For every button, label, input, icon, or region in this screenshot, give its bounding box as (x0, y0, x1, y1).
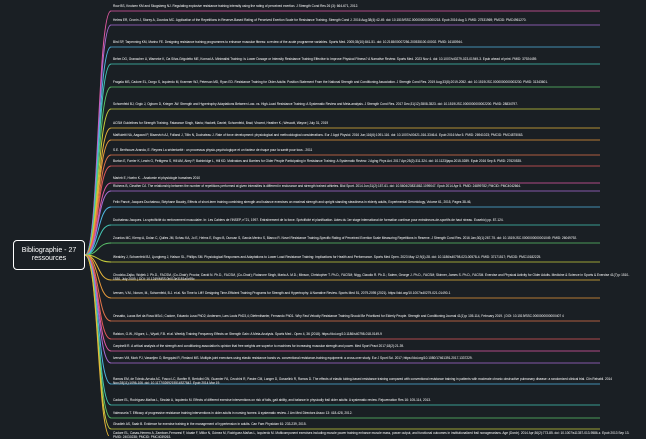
reference-item[interactable]: Iversen VM, Mork PJ, Vasseljen O, Bergquist R, Fimland MS. Multiple-joint exercises using elastic resistance bands vs. conventional resistance-training equipment: a cross-over study. Eur J Sport Sci. 2017; https://doi.org/10.1080/17461391.2017.1337229. (113, 356, 473, 360)
reference-item[interactable]: Felix Pancé, Jacques Duchateau, Stéphane Baudry, Effects of short-term training combining strength and balance exercises on maximal strength and upright standing steadiness in elderly adults, Experimental Gerontology, Volume 61, 2015, Pages 38-46, (113, 200, 472, 204)
reference-item[interactable]: Schoenfeld BJ, Grgic J, Ogborn D, Krieger JW. Strength and Hypertrophy Adaptations Between Low- vs. High-Load Resistance Training: A Systematic Review and Meta-analysis. J Strength Cond Res. 2017 Dec;31(12):3508-3523. doi: 10.1519/JSC.0000000000002200. PMID: 28834797. (113, 102, 518, 106)
reference-item[interactable]: S.E. Berthouze-Aranda, E. Reynes La sédentarité : un processus physio-psychologique et un facteur de risque pour la santé pour tous - 2011 (113, 148, 313, 152)
connector-line (85, 255, 111, 436)
reference-item[interactable]: Row BS, Knutzen KM and Skogsberg NJ. Regulating explosive resistance training intensity using the rating of perceived exertion. J Strength Cond Res 26 (3): 664-671, 2012. (113, 4, 359, 8)
reference-item[interactable]: Marieb E, Hoehn K. - Anatomie et physiologie humaines 2010 (113, 176, 200, 180)
reference-item[interactable]: Cadore EL, Casas-Herrero A, Zambom-Ferraresi F, Idoate F, Millor N, Gómez M, Rodriguez-Mañas L, Izquierdo M. Multicomponent exercises including muscle power training enhance muscle mass, power output, and functional outcomes in institutionalized frail nonagenarians. Age (Dordr). 2014 Apr;36(2):773-85. doi: 10.1007/s11357-013-9586-z. Epub 2013 Sep 13. PMID: 24030238; PMCID: PMC4039263. (113, 431, 630, 439)
reference-item[interactable]: Helms ER, Cronin J, Storey A, Zourdos MC. Application of the Repetitions in Reserve-Based Rating of Perceived Exertion Scale for Resistance Training. Strength Cond J. 2016 Aug;38(4):42-49. doi: 10.1519/SSC.0000000000000218. Epub 2016 Aug 3. PMID: 27531969; PMCID: PMC4961270. (113, 18, 527, 22)
reference-item[interactable]: Zourdos MC, Klemp A, Dolan C, Quiles JM, Schau KA, Jo E, Helms E, Esgro B, Duncan S, Garcia Merino S, Blanco R. Novel Resistance Training-Specific Rating of Perceived Exertion Scale Measuring Repetitions in Reserve. J Strength Cond Res. 2016 Jan;30(1):267-75. doi: 10.1519/JSC.0000000000001049. PMID: 26049792. (113, 236, 578, 240)
reference-item[interactable]: Bird SP, Tarpenning KM, Marino FE. Designing resistance training programmes to enhance muscular fitness: a review of the acute programme variables. Sports Med. 2005;35(10):841-51. doi: 10.2165/00007256-200535100-00002. PMID: 16180944. (113, 40, 463, 44)
reference-item[interactable]: Chodzko-Zajko, Wojtek J. Ph.D., FACSM, (Co-Chair); Proctor, David N. Ph.D., FACSM, (Co-Chair); Fiatarone Singh, Maria A. M.D.; Minson, Christopher T. Ph.D., FACSM; Nigg, Claudio R. Ph.D.; Salem, George J. Ph.D., FACSM; Skinner, James S. Ph.D., FACSM. Exercise and Physical Activity for Older Adults. Medicine & Science in Sports & Exercise 41(7):p 1510-1530, July 2009. | DOI: 10.1249/MSS.0b013e3181a0c95c (113, 273, 630, 281)
reference-item[interactable]: Iversen, V.M., Norum, M., Schoenfeld, B.J. et al. No Time to Lift? Designing Time-Efficient Training Programs for Strength and Hypertrophy: A Narrative Review. Sports Med 51, 2079-2095 (2021). https://doi.org/10.1007/s40279-021-01490-1 (113, 291, 451, 295)
reference-item[interactable]: Maffiuletti NA, Aagaard P, Blazevich AJ, Folland J, Tillin N, Duchateau J. Rate of force development: physiological and methodological considerations. Eur J Appl Physiol. 2016 Jun;116(6):1091-116. doi: 10.1007/s00421-016-3346-6. Epub 2016 Mar 5. PMID: 26941023; PMCID: PMC4875063. (113, 133, 524, 137)
reference-item[interactable]: Ramos EM, de Toledo-Arruda AC, Fosco LC, Bonfim R, Bertolini GN, Guarnier FA, Cecchini R, Pastre CM, Langer D, Gosselink R, Ramos D. The effects of elastic tubing-based resistance training compared with conventional resistance training in patients with moderate chronic obstructive pulmonary disease: a randomized clinical trial. Clin Rehabil. 2014 Nov;28(11):1096-106. doi: 10.1177/0269215514527842. Epub 2014 Mar 19. (113, 377, 613, 385)
reference-item[interactable]: Burton E, Farrier K, Lewin G, Pettigrew S, Hill AM, Airey P, Bainbridge L, Hill KD. Motivators and Barriers for Older People Participating in Resistance Training: A Systematic Review. J Aging Phys Act. 2017 Apr;25(2):311-324. doi: 10.1123/japa.2015-0289. Epub 2016 Sep 8. PMID: 27620535. (113, 159, 522, 163)
reference-item[interactable]: Ghadieh AS, Saab B. Evidence for exercise training in the management of hypertension in adults. Can Fam Physician 61: 233-239, 2015. (113, 422, 307, 426)
reference-item[interactable]: Orssatto, Lucas Bet da Rosa MSc1; Cadore, Eduardo Lusa PhD2; Andersen, Lars Louis PhD3,4; Diefenthaeler, Fernando PhD1. Why Fast Velocity Resistance Training Should Be Prioritized for Elderly People. Strength and Conditioning Journal 41(1):p 105-114, February 2019. | DOI: 10.1519/SSC.0000000000000407 4 (113, 314, 564, 318)
reference-item[interactable]: Duchateau Jacques. La spécificité du renforcement musculaire. In: Les Cahiers de l'INSEP, n°21, 1997. Entraînement de la force. Spécificité et planification. Actes du 1er stage international de formation continue pour entraîneurs-de-sportifs de haut niveau. Eusebio) pp. 87-124. (113, 218, 504, 222)
reference-item[interactable]: Ralston, G.W., Kilgore, L., Wyatt, F.B. et al. Weekly Training Frequency Effects on Strength Gain: A Meta-Analysis. Sports Med - Open 4, 36 (2018). https://doi.org/10.1186/s40798-018-0149-9 (113, 332, 382, 336)
reference-item[interactable]: Fragala MS, Cadore EL, Dorgo S, Izquierdo M, Kraemer WJ, Peterson MD, Ryan ED. Resistance Training for Older Adults: Position Statement From the National Strength and Conditioning Association. J Strength Cond Res. 2019 Aug;33(8):2019-2052. doi: 10.1519/JSC.0000000000003230. PMID: 31343601. (113, 80, 548, 84)
reference-item[interactable]: Cadore EL, Rodríguez-Mañas L, Sinclair A, Izquierdo M. Effects of different exercise interventions on risk of falls, gait ability, and balance in physically frail older adults: A systematic review. Rejuvenation Res 16: 105-114, 2013. (113, 398, 431, 402)
reference-item[interactable]: Richens B, Cleather DJ. The relationship between the number of repetitions performed at given intensities is different in endurance and strength trained athletes. Biol Sport. 2014 Jun;31(2):157-61. doi: 10.5604/20831862.1099047. Epub 2014 Apr 5. PMID: 24899782; PMCID: PMC4042664. (113, 184, 521, 188)
reference-item[interactable]: Weakley J, Schoenfeld BJ, Ljungberg J, Halson SL, Phillips SM. Physiological Responses and Adaptations to Lower Load Resistance Training: Implications for Health and Performance. Sports Med Open. 2023 May 12;9(1):28. doi: 10.1186/s40798-023-00578-4. PMID: 37171517; PMCID: PMC10182225. (113, 255, 542, 259)
reference-item[interactable]: Valenzuela T. Efficacy of progressive resistance training interventions in older adults in nursing homes: A systematic review. J Am Med Directors Assoc 13: 418-428, 2012. (113, 411, 353, 415)
reference-item[interactable]: Behm DG, Granacher U, Warneke K, Da Silva-Grigoletto ME, Konrad A. Minimalist Training: Is Lower Dosage or Intensity Resistance Training Effective to Improve Physical Fitness? A Narrative Review. Sports Med. 2023 Nov 4. doi: 10.1007/s40279-023-01949-3. Epub ahead of print. PMID: 37924459. (113, 57, 538, 61)
reference-item[interactable]: Carpinelli R. A critical analysis of the strength and conditioning association's opinion that free weights are superior to machines for increasing muscular strength and power. Med Sport Pract 2017;18(2):21-39. (113, 344, 405, 348)
root-label: Bibliographie - 27 ressources (21, 247, 77, 262)
root-node[interactable] (13, 240, 85, 270)
reference-item[interactable]: ACSM Guidelines for Strength Training. Fatarance Singh, Maria; Hackett, Daniel; Schoenfeld, Brad; Vincent, Heather K.; Wescott, Wayne | July 31, 2019 (113, 121, 329, 125)
